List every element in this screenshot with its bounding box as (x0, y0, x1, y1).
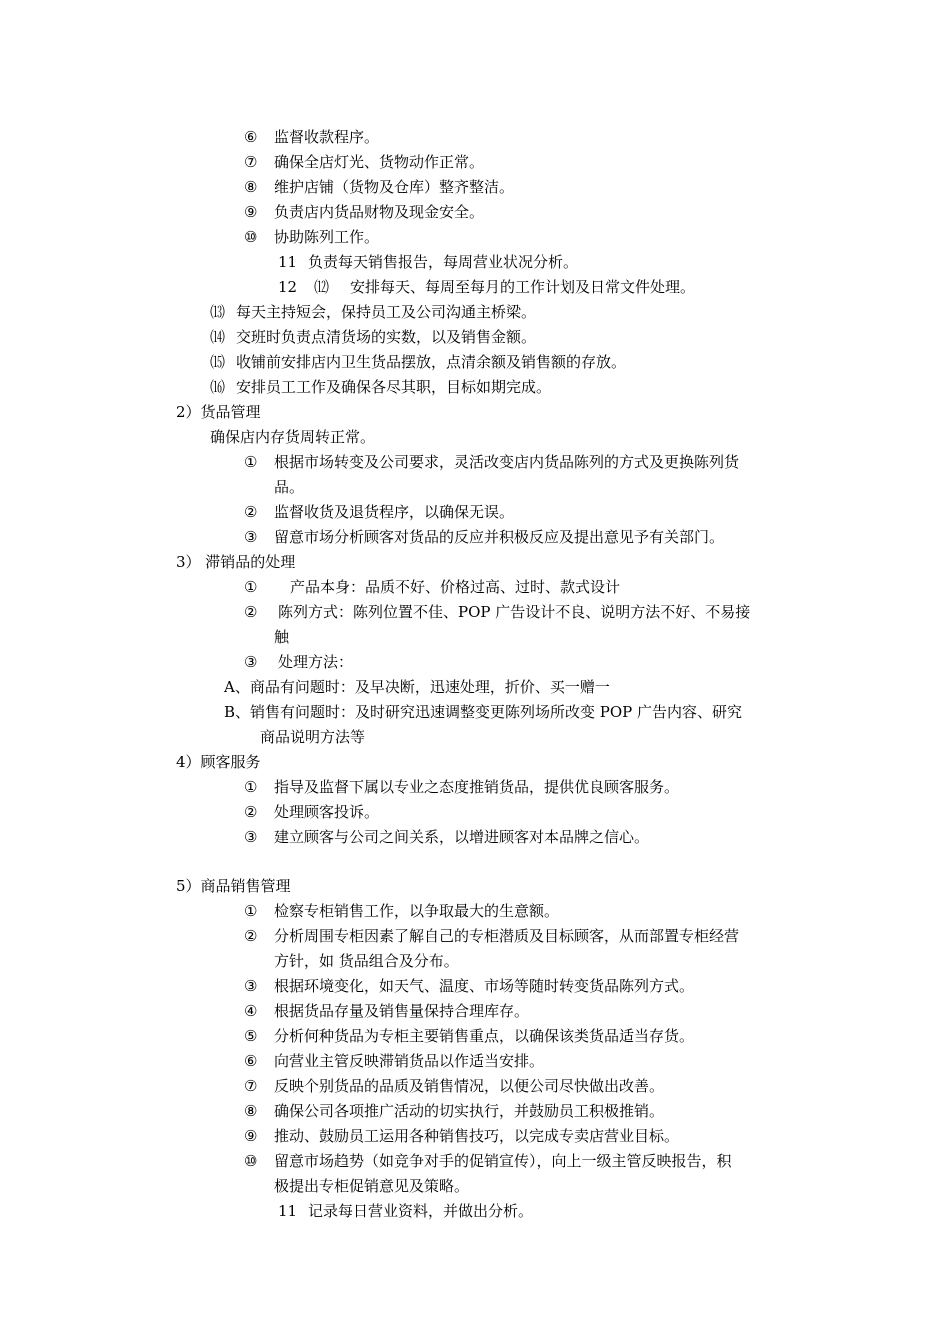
list-marker: ② (244, 503, 258, 521)
list-item (244, 1101, 664, 1121)
list-marker: ④ (244, 1002, 258, 1020)
list-marker: ① (244, 578, 258, 596)
list-marker: ⑥ (244, 128, 258, 146)
list-marker: ⑧ (244, 178, 258, 196)
list-item (210, 327, 536, 347)
list-item (244, 227, 379, 247)
list-item (244, 1026, 694, 1046)
list-item (244, 827, 649, 847)
list-item (244, 1126, 679, 1146)
list-item (244, 502, 514, 522)
section-heading: 4）顾客服务 (176, 753, 261, 771)
list-item (244, 1051, 544, 1071)
list-item (210, 352, 626, 372)
list-item (244, 926, 739, 946)
list-item-text: 根据环境变化，如天气、温度、市场等随时转变货品陈列方式。 (274, 977, 695, 995)
list-item-text: 反映个别货品的品质及销售情况，以便公司尽快做出改善。 (274, 1077, 665, 1095)
list-item-text: 维护店铺（货物及仓库）整齐整洁。 (274, 178, 515, 196)
list-item (244, 1001, 529, 1021)
list-marker: ③ (244, 828, 258, 846)
list-item (210, 377, 551, 397)
list-item (278, 252, 578, 272)
list-item-text: 协助陈列工作。 (274, 228, 380, 246)
list-item-continuation: 极提出专柜促销意见及策略。 (274, 1177, 470, 1195)
list-marker: ① (244, 902, 258, 920)
list-item-text: 处理顾客投诉。 (274, 803, 380, 821)
list-marker: ⑥ (244, 1052, 258, 1070)
list-marker-secondary: ⑿ (314, 278, 330, 296)
sub-item-continuation: 商品说明方法等 (260, 728, 366, 746)
sub-item: B、销售有问题时：及时研究迅速调整变更陈列场所改变 POP 广告内容、研究 (224, 703, 743, 721)
list-marker: ① (244, 453, 258, 471)
list-item-text: 留意市场分析顾客对货品的反应并积极反应及提出意见予有关部门。 (274, 528, 725, 546)
list-item (244, 1151, 732, 1171)
list-marker: ⑧ (244, 1102, 258, 1120)
list-item-continuation: 品。 (274, 478, 305, 496)
section-heading: 5）商品销售管理 (176, 877, 291, 895)
list-item (244, 152, 484, 172)
list-marker: ⑩ (244, 228, 258, 246)
section-heading: 3） 滞销品的处理 (176, 553, 296, 571)
list-item (244, 452, 739, 472)
list-item (244, 976, 694, 996)
list-marker: ② (244, 803, 258, 821)
list-item-text: 处理方法： (278, 653, 354, 671)
list-item-text: 产品本身：品质不好、价格过高、过时、款式设计 (290, 578, 621, 596)
list-marker: ⑦ (244, 153, 258, 171)
list-item-text: 监督收货及退货程序，以确保无误。 (274, 503, 515, 521)
list-item-text: 每天主持短会，保持员工及公司沟通主桥梁。 (236, 303, 537, 321)
list-item (244, 602, 750, 622)
list-item-text: 分析何种货品为专柜主要销售重点，以确保该类货品适当存货。 (274, 1027, 695, 1045)
list-marker: ⒀ (210, 303, 226, 321)
list-item (244, 577, 620, 597)
list-item-text: 根据市场转变及公司要求，灵活改变店内货品陈列的方式及更换陈列货 (274, 453, 740, 471)
list-marker: 11 (278, 253, 298, 271)
list-item-text: 交班时负责点清货场的实数，以及销售金额。 (236, 328, 537, 346)
list-item-continuation: 方针，如 货品组合及分布。 (274, 952, 459, 970)
list-marker: ② (244, 603, 258, 621)
section-intro: 确保店内存货周转正常。 (210, 428, 376, 446)
list-item-text: 安排每天、每周至每月的工作计划及日常文件处理。 (350, 278, 696, 296)
list-item-text: 负责店内货品财物及现金安全。 (274, 203, 485, 221)
list-marker: ① (244, 778, 258, 796)
list-item-text: 陈列方式：陈列位置不佳、POP 广告设计不良、说明方法不好、不易接 (278, 603, 751, 621)
list-item-text: 记录每日营业资料，并做出分析。 (308, 1202, 534, 1220)
list-item-text: 建立顾客与公司之间关系，以增进顾客对本品牌之信心。 (274, 828, 650, 846)
list-marker: ⑨ (244, 203, 258, 221)
list-marker: ⑦ (244, 1077, 258, 1095)
list-item-text: 监督收款程序。 (274, 128, 380, 146)
list-marker: ③ (244, 653, 258, 671)
list-item-text: 确保公司各项推广活动的切实执行，并鼓励员工积极推销。 (274, 1102, 665, 1120)
sub-item: A、商品有问题时：及早决断，迅速处理，折价、买一赠一 (224, 678, 610, 696)
list-item (244, 527, 724, 547)
list-item (278, 277, 695, 297)
list-marker: 11 (278, 1202, 298, 1220)
list-item (244, 802, 379, 822)
list-item (244, 777, 679, 797)
list-item-text: 根据货品存量及销售量保持合理库存。 (274, 1002, 530, 1020)
list-item (210, 302, 536, 322)
list-marker: ⑩ (244, 1152, 258, 1170)
list-item (278, 1201, 533, 1221)
list-marker: 12 (278, 278, 298, 296)
list-item-text: 指导及监督下属以专业之态度推销货品，提供优良顾客服务。 (274, 778, 680, 796)
list-marker: ⒃ (210, 378, 226, 396)
list-marker: ③ (244, 977, 258, 995)
list-marker: ⒁ (210, 328, 226, 346)
list-item-text: 留意市场趋势（如竞争对手的促销宣传），向上一级主管反映报告，积 (274, 1152, 732, 1170)
list-item-text: 分析周围专柜因素了解自己的专柜潜质及目标顾客，从而部置专柜经营 (274, 927, 740, 945)
list-item-text: 向营业主管反映滞销货品以作适当安排。 (274, 1052, 545, 1070)
section-heading: 2）货品管理 (176, 403, 261, 421)
list-item (244, 901, 559, 921)
list-item-text: 安排员工工作及确保各尽其职，目标如期完成。 (236, 378, 552, 396)
list-item (244, 202, 484, 222)
list-item-continuation: 触 (274, 628, 290, 646)
list-item-text: 收铺前安排店内卫生货品摆放，点清余额及销售额的存放。 (236, 353, 627, 371)
list-item-text: 负责每天销售报告，每周营业状况分析。 (308, 253, 579, 271)
list-marker: ② (244, 927, 258, 945)
list-marker: ⑨ (244, 1127, 258, 1145)
list-item (244, 652, 353, 672)
list-item (244, 177, 514, 197)
list-marker: ③ (244, 528, 258, 546)
list-marker: ⑤ (244, 1027, 258, 1045)
list-item-text: 检察专柜销售工作，以争取最大的生意额。 (274, 902, 560, 920)
list-item (244, 1076, 664, 1096)
list-item-text: 推动、鼓励员工运用各种销售技巧，以完成专卖店营业目标。 (274, 1127, 680, 1145)
list-item (244, 127, 379, 147)
list-item-text: 确保全店灯光、货物动作正常。 (274, 153, 485, 171)
list-marker: ⒂ (210, 353, 226, 371)
